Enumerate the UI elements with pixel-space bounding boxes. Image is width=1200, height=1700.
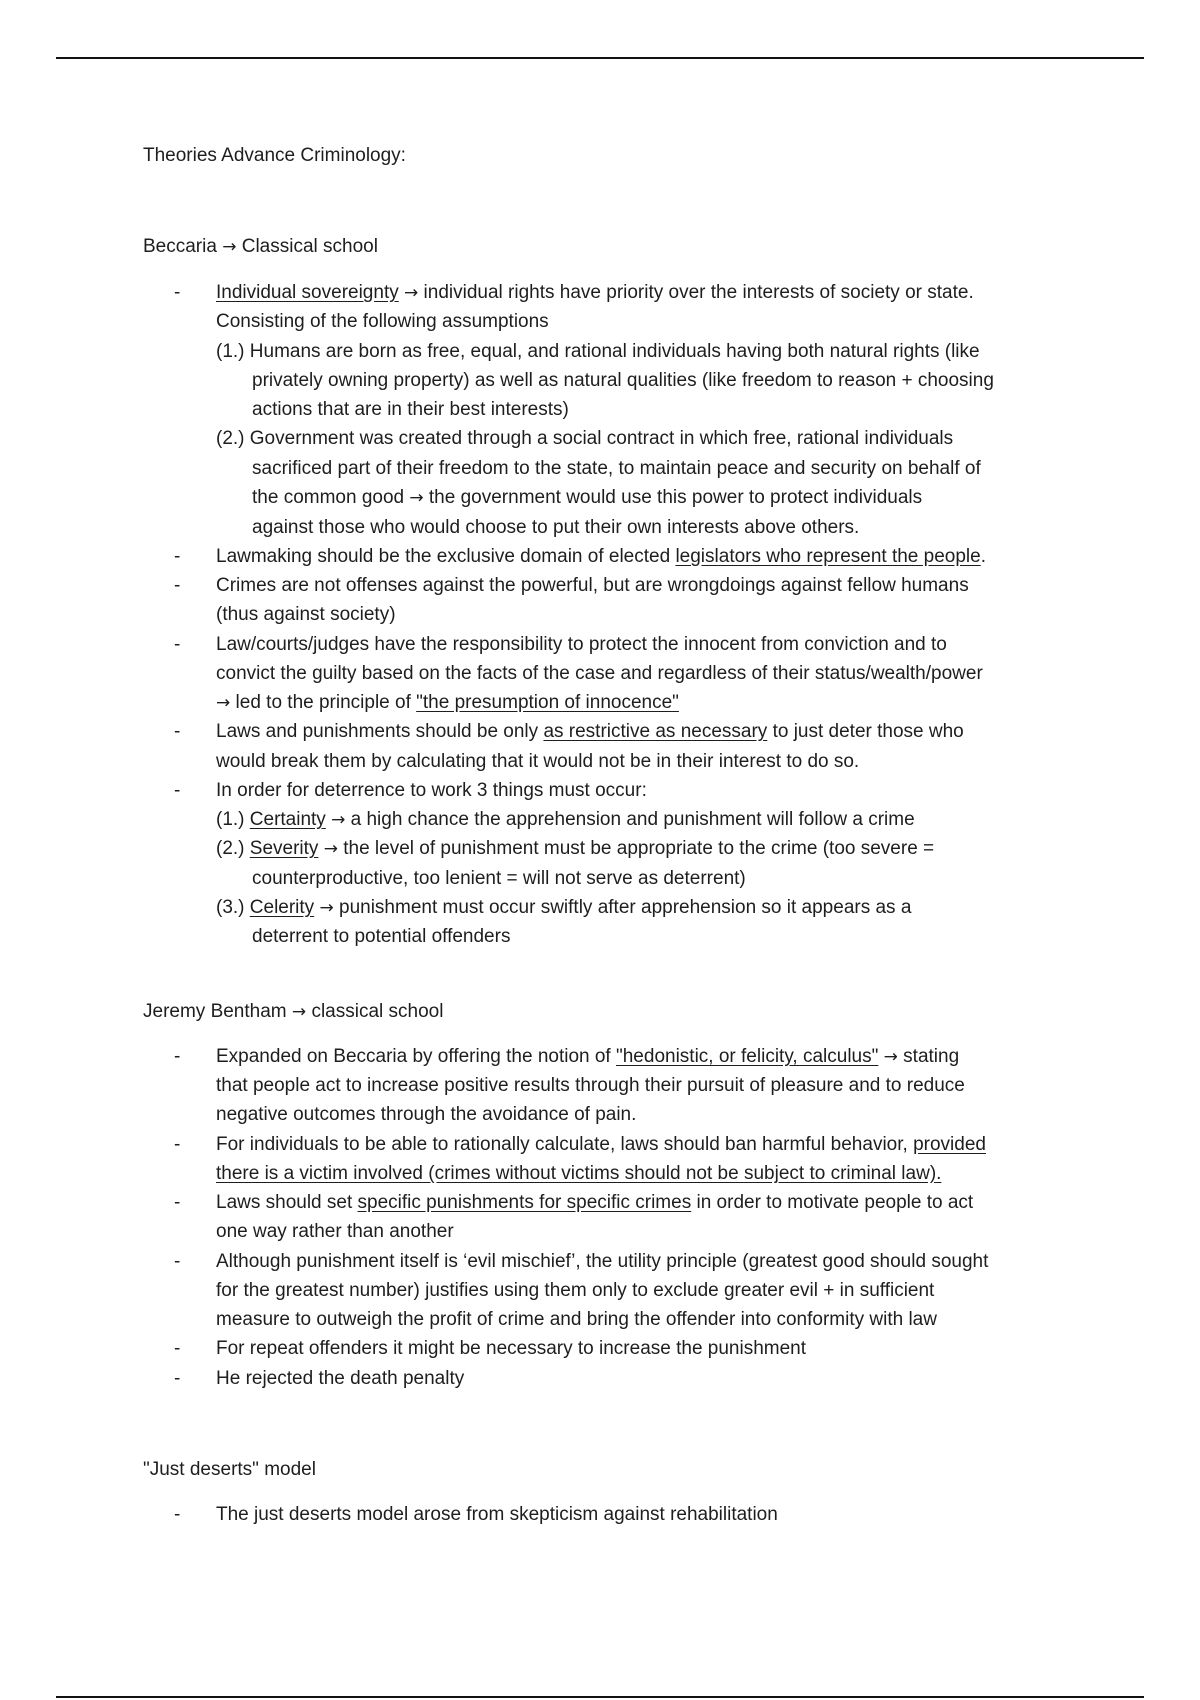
list-item: - Although punishment itself is ‘evil mischief’, the utility principle (greatest good should sought <box>216 1248 988 1276</box>
list-item-continuation: → led to the principle of "the presumption of innocence" <box>216 692 679 713</box>
bullet: - <box>174 282 181 303</box>
list-item-continuation: negative outcomes through the avoidance of pain. <box>216 1104 637 1125</box>
bullet: - <box>174 546 181 567</box>
list-item-continuation: there is a victim involved (crimes without victims should not be subject to criminal law). <box>216 1163 942 1184</box>
arrow-icon: → <box>222 237 237 257</box>
bullet: - <box>174 721 181 742</box>
arrow-icon: → <box>404 283 419 303</box>
numbered-item-continuation: actions that are in their best interests) <box>252 399 569 420</box>
bullet: - <box>174 1368 181 1389</box>
document-title: Theories Advance Criminology: <box>143 145 406 166</box>
list-item-continuation: convict the guilty based on the facts of the case and regardless of their status/wealth/power <box>216 663 983 684</box>
bullet: - <box>174 1338 181 1359</box>
list-item: - The just deserts model arose from skepticism against rehabilitation <box>216 1501 778 1529</box>
bullet: - <box>174 1046 181 1067</box>
bullet: - <box>174 575 181 596</box>
arrow-icon: → <box>883 1047 898 1067</box>
numbered-item-continuation: deterrent to potential offenders <box>252 926 511 947</box>
list-item-continuation: would break them by calculating that it would not be in their interest to do so. <box>216 751 860 772</box>
arrow-icon: → <box>291 1002 307 1022</box>
list-item: - Crimes are not offenses against the powerful, but are wrongdoings against fellow humans <box>216 572 969 600</box>
numbered-item: (3.) Celerity → punishment must occur swiftly after apprehension so it appears as a <box>216 897 912 918</box>
numbered-item: (2.) Severity → the level of punishment must be appropriate to the crime (too severe = <box>216 838 935 859</box>
bullet: - <box>174 1504 181 1525</box>
section-heading-bentham: Jeremy Bentham → classical school <box>143 1001 444 1022</box>
arrow-icon: → <box>331 810 346 830</box>
arrow-icon: → <box>216 693 231 713</box>
list-item-continuation: Consisting of the following assumptions <box>216 311 549 332</box>
list-item-continuation: that people act to increase positive results through their pursuit of pleasure and to reduce <box>216 1075 965 1096</box>
bullet: - <box>174 1251 181 1272</box>
list-item: - For individuals to be able to rationally calculate, laws should ban harmful behavior, provided <box>216 1131 986 1159</box>
numbered-item: (1.) Humans are born as free, equal, and rational individuals having both natural rights (like <box>216 341 980 362</box>
arrow-icon: → <box>319 898 334 918</box>
list-item-continuation: for the greatest number) justifies using them only to exclude greater evil + in sufficient <box>216 1280 935 1301</box>
bottom-rule <box>56 1696 1144 1698</box>
top-rule <box>56 57 1144 59</box>
bullet: - <box>174 780 181 801</box>
list-item-continuation: (thus against society) <box>216 604 396 625</box>
list-item-continuation: one way rather than another <box>216 1221 454 1242</box>
section-heading-beccaria: Beccaria → Classical school <box>143 236 378 257</box>
numbered-item: (1.) Certainty → a high chance the apprehension and punishment will follow a crime <box>216 809 915 830</box>
numbered-item: (2.) Government was created through a social contract in which free, rational individuals <box>216 428 954 449</box>
list-item: - Law/courts/judges have the responsibility to protect the innocent from conviction and to <box>216 631 947 659</box>
list-item: - Lawmaking should be the exclusive domain of elected legislators who represent the people. <box>216 543 986 571</box>
numbered-item-continuation: privately owning property) as well as natural qualities (like freedom to reason + choosing <box>252 370 994 391</box>
list-item: - Expanded on Beccaria by offering the notion of "hedonistic, or felicity, calculus" → stating <box>216 1043 959 1071</box>
bullet: - <box>174 634 181 655</box>
arrow-icon: → <box>323 839 338 859</box>
list-item: - He rejected the death penalty <box>216 1365 464 1393</box>
bullet: - <box>174 1192 181 1213</box>
bullet: - <box>174 1134 181 1155</box>
numbered-item-continuation: sacrificed part of their freedom to the state, to maintain peace and security on behalf of <box>252 458 981 479</box>
list-item-continuation: measure to outweigh the profit of crime and bring the offender into conformity with law <box>216 1309 937 1330</box>
list-item: - In order for deterrence to work 3 things must occur: <box>216 777 647 805</box>
section-heading-just-deserts: "Just deserts" model <box>143 1459 316 1480</box>
numbered-item-continuation: against those who would choose to put their own interests above others. <box>252 517 860 538</box>
list-item: - Individual sovereignty → individual rights have priority over the interests of society or state. <box>216 279 974 307</box>
numbered-item-continuation: the common good → the government would use this power to protect individuals <box>252 487 923 508</box>
list-item: - For repeat offenders it might be necessary to increase the punishment <box>216 1335 806 1363</box>
numbered-item-continuation: counterproductive, too lenient = will not serve as deterrent) <box>252 868 746 889</box>
arrow-icon: → <box>409 488 424 508</box>
list-item: - Laws and punishments should be only as restrictive as necessary to just deter those who <box>216 718 964 746</box>
list-item: - Laws should set specific punishments for specific crimes in order to motivate people to act <box>216 1189 973 1217</box>
